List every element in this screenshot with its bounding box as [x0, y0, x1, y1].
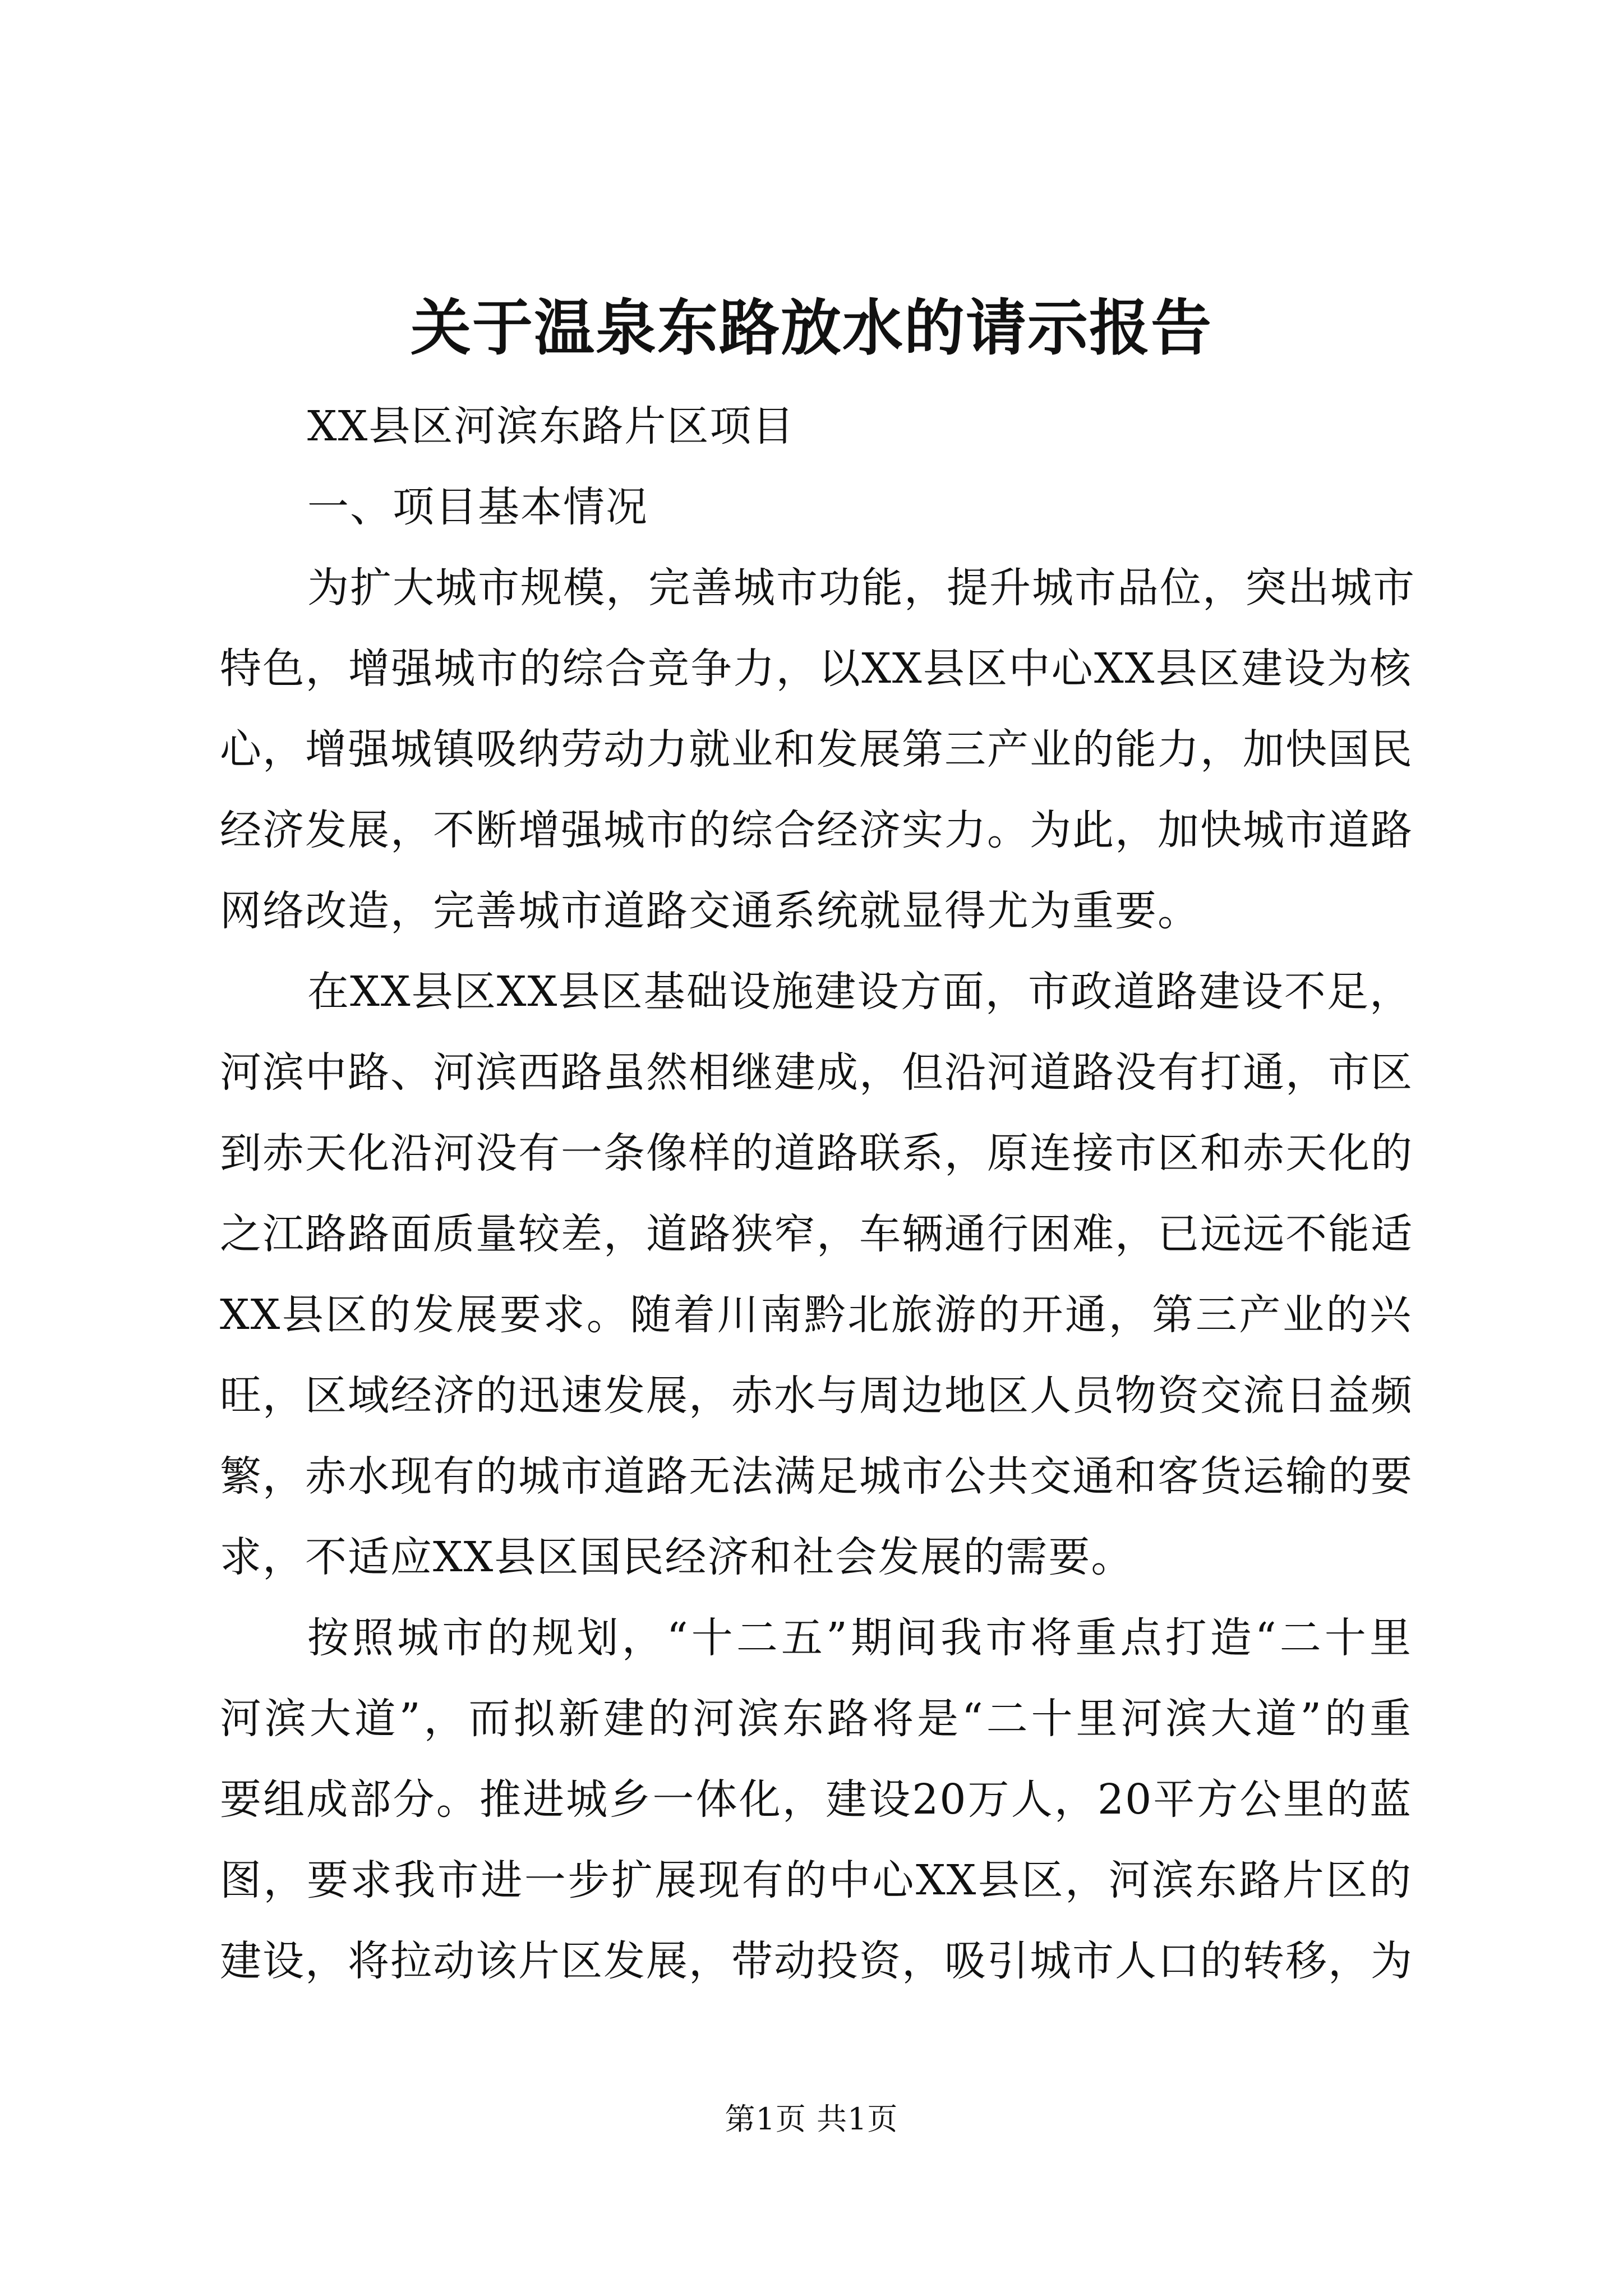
- body-line: 求，不适应XX县区国民经济和社会发展的需要。: [220, 1533, 1134, 1581]
- document-title: 关于温泉东路放水的请示报告: [410, 293, 1212, 364]
- body-line: 特色，增强城市的综合竞争力，以XX县区中心XX县区建设为核: [220, 645, 1412, 693]
- body-line: 到赤天化沿河没有一条像样的道路联系，原连接市区和赤天化的: [220, 1129, 1413, 1177]
- body-line: 建设，将拉动该片区发展，带动投资，吸引城市人口的转移，为: [220, 1937, 1413, 1985]
- body-line: 为扩大城市规模，完善城市功能，提升城市品位，突出城市: [307, 564, 1415, 612]
- document-body: [220, 386, 1415, 2001]
- page-footer: 第1页 共1页: [725, 2101, 898, 2137]
- body-line: 网络改造，完善城市道路交通系统就显得尤为重要。: [220, 887, 1200, 935]
- body-line: 按照城市的规划，“十二五”期间我市将重点打造“二十里: [307, 1614, 1412, 1662]
- body-line: 经济发展，不断增强城市的综合经济实力。为此，加快城市道路: [220, 806, 1413, 854]
- body-line: 心，增强城镇吸纳劳动力就业和发展第三产业的能力，加快国民: [220, 725, 1413, 774]
- body-line: 河滨大道”，而拟新建的河滨东路将是“二十里河滨大道”的重: [220, 1695, 1412, 1743]
- body-line: XX县区的发展要求。随着川南黔北旅游的开通，第三产业的兴: [220, 1291, 1412, 1339]
- body-line: 旺，区域经济的迅速发展，赤水与周边地区人员物资交流日益频: [220, 1372, 1413, 1420]
- body-line: XX县区河滨东路片区项目: [307, 402, 795, 450]
- body-line: 繁，赤水现有的城市道路无法满足城市公共交通和客货运输的要: [220, 1452, 1413, 1501]
- body-line: 图，要求我市进一步扩展现有的中心XX县区，河滨东路片区的: [220, 1856, 1412, 1904]
- body-line: 要组成部分。推进城乡一体化，建设20万人，20平方公里的蓝: [220, 1775, 1412, 1824]
- body-line: 之江路路面质量较差，道路狭窄，车辆通行困难，已远远不能适: [220, 1210, 1413, 1258]
- body-line: 在XX县区XX县区基础设施建设方面，市政道路建设不足，: [307, 968, 1412, 1016]
- body-line: 一、项目基本情况: [307, 483, 648, 531]
- body-line: 河滨中路、河滨西路虽然相继建成，但沿河道路没有打通，市区: [220, 1048, 1413, 1097]
